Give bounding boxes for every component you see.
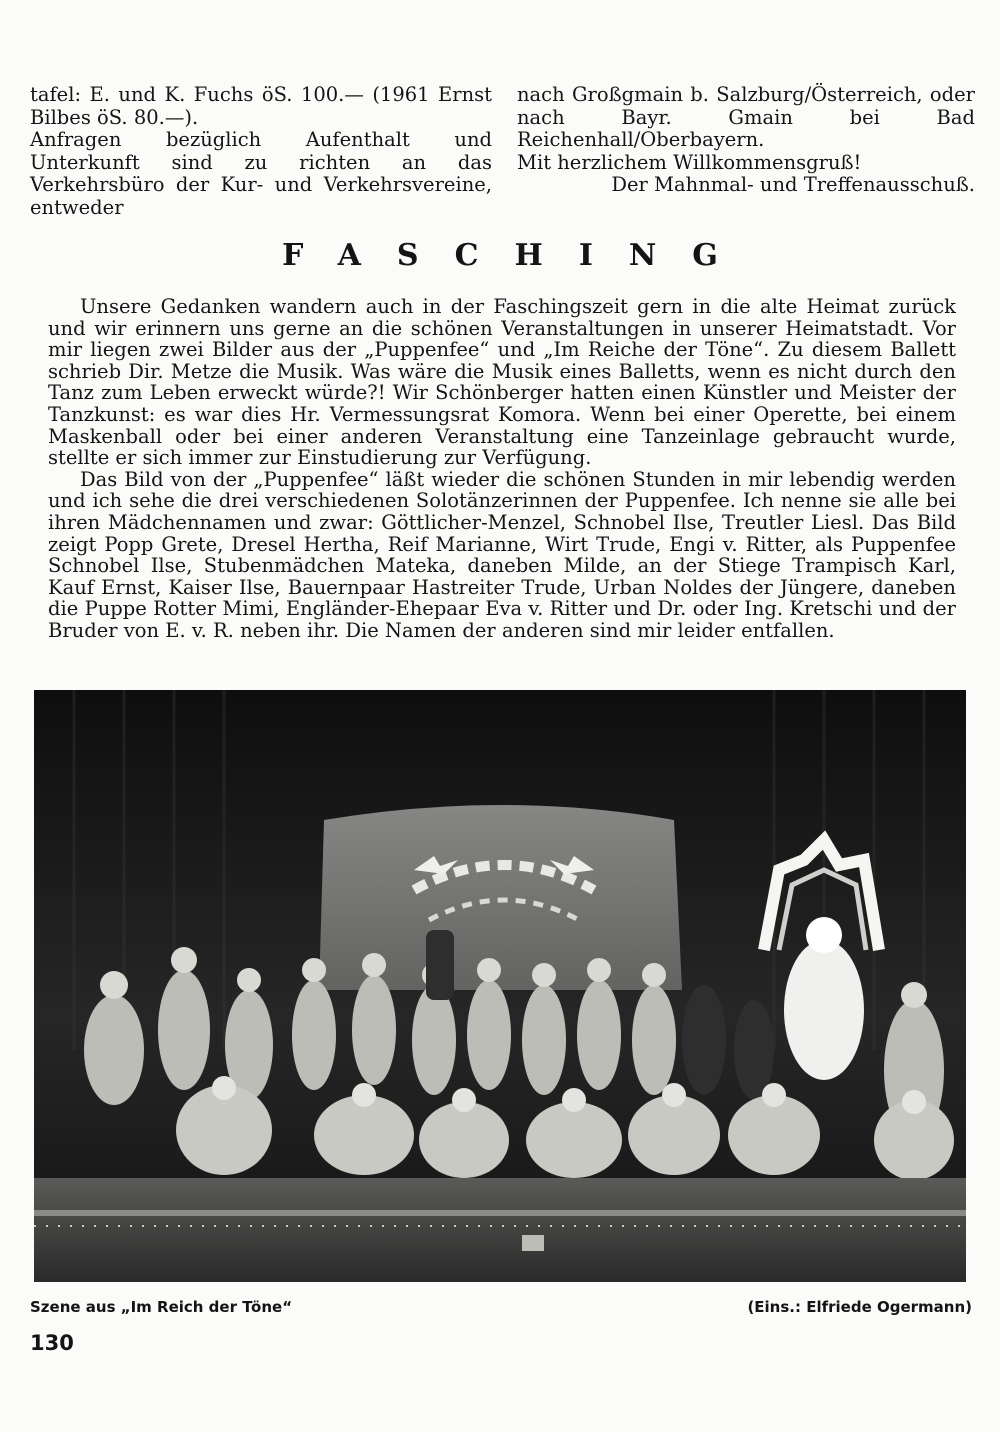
stage-photograph-drawing (34, 690, 966, 1282)
photo-credit: (Eins.: Elfriede Ogermann) (747, 1298, 972, 1316)
article-body (48, 296, 956, 642)
article-paragraph: Unsere Gedanken wandern auch in der Faschingszeit gern in die alte Heimat zurück und wir erinnern uns gerne an die schönen Veranstaltungen in unserer Heimatstadt. Vor mir liegen zwei Bilder aus der „Puppenfee“ und „Im Reiche der Töne“. Zu diesem Ballett schrieb Dir. Metze die Musik. Was wäre die Musik eines Balletts, wenn es nicht durch den Tanz zum Leben erweckt würde?! Wir Schönberger hatten einen Künstler und Meister der Tanzkunst: es war dies Hr. Vermessungsrat Komora. Wenn bei einer Operette, bei einem Maskenball oder bei einer anderen Veranstaltung eine Tanzeinlage gebraucht wurde, stellte er sich immer zur Einstudierung zur Verfügung. (48, 295, 956, 470)
top-columns (30, 84, 975, 219)
page-number: 130 (30, 1331, 74, 1355)
top-right-signature: Der Mahnmal- und Treffenausschuß. (611, 173, 975, 196)
stage-photograph (34, 690, 966, 1282)
photo-caption: Szene aus „Im Reich der Töne“ (30, 1298, 293, 1316)
top-right-paragraph: nach Großgmain b. Salzburg/Österreich, oder nach Bayr. Gmain bei Bad Reichenhall/Oberbayern. (517, 83, 975, 151)
top-left-paragraph: tafel: E. und K. Fuchs öS. 100.— (1961 Ernst Bilbes öS. 80.—). (30, 83, 492, 129)
top-left-column (30, 84, 492, 219)
top-right-column (517, 84, 975, 219)
top-right-paragraph: Mit herzlichem Willkommensgruß! (517, 150, 862, 174)
top-left-paragraph: Anfragen bezüglich Aufenthalt und Unterkunft sind zu richten an das Verkehrsbüro der Kur- und Verkehrsvereine, entweder (30, 128, 492, 219)
article-paragraph: Das Bild von der „Puppenfee“ läßt wieder die schönen Stunden in mir lebendig werden und ich sehe die drei verschiedenen Solotänzerinnen der Puppenfee. Ich nenne sie alle bei ihren Mädchennamen und zwar: Göttlicher-Menzel, Schnobel Ilse, Treutler Liesl. Das Bild zeigt Popp Grete, Dresel Hertha, Reif Marianne, Wirt Trude, Engi v. Ritter, als Puppenfee Schnobel Ilse, Stubenmädchen Mateka, daneben Milde, an der Stiege Trampisch Karl, Kauf Ernst, Kaiser Ilse, Bauernpaar Hastreiter Trude, Urban Noldes der Jüngere, daneben die Puppe Rotter Mimi, Engländer-Ehepaar Eva v. Ritter und Dr. oder Ing. Kretschi und der Bruder von E. v. R. neben ihr. Die Namen der anderen sind mir leider entfallen. (48, 467, 956, 642)
section-heading: FASCHING (282, 238, 754, 273)
